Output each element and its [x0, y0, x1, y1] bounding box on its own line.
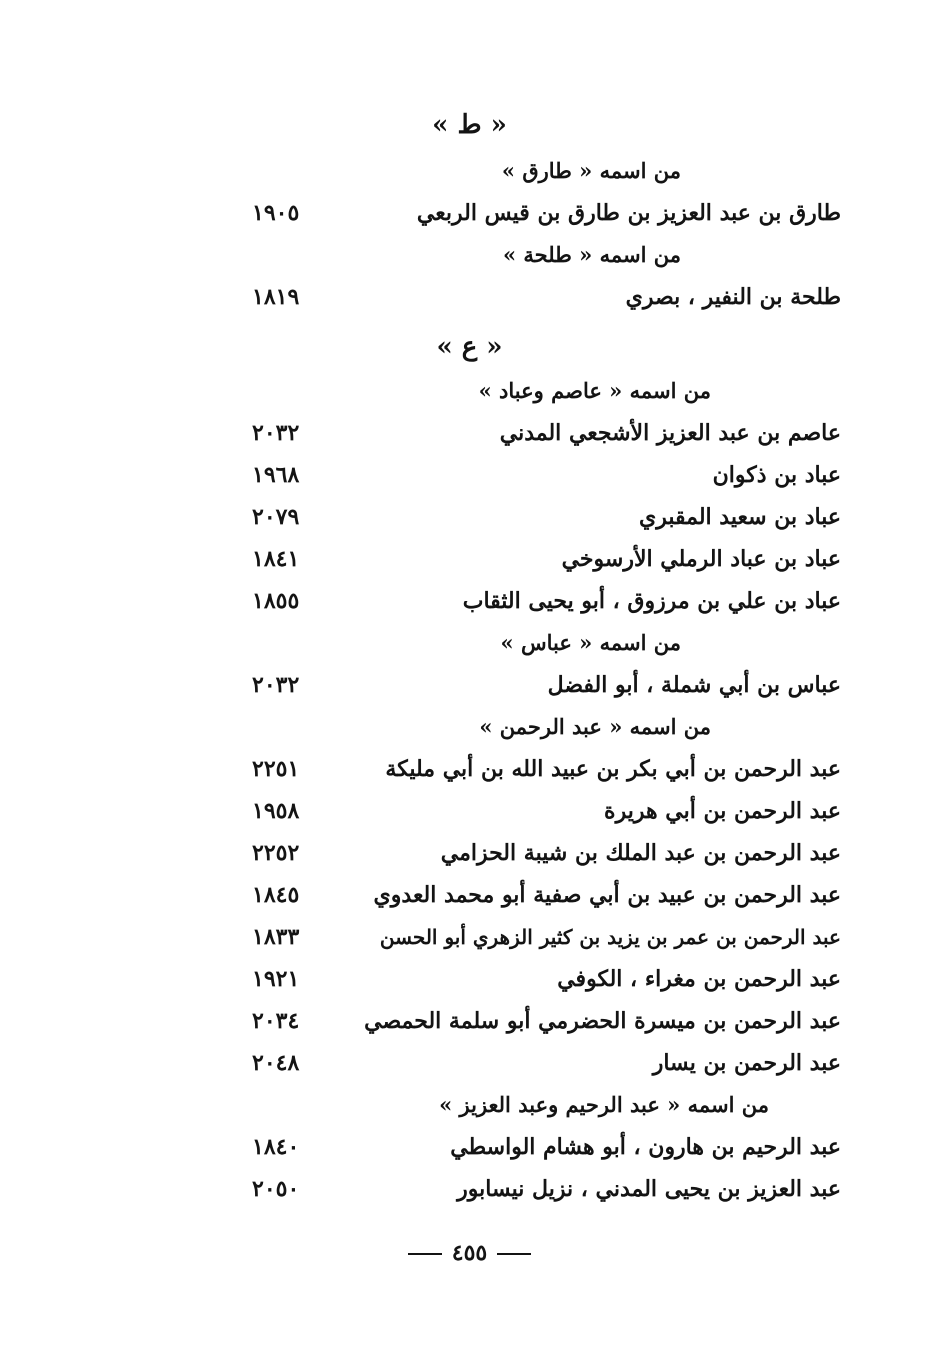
entry-name: عباد بن سعيد المقبري: [638, 504, 841, 530]
list-item: [0, 748, 939, 790]
entry-number: ١٨٤٠: [252, 1134, 300, 1160]
entry-number: ٢٠٣٤: [252, 1008, 300, 1034]
entry-name: طلحة بن النفير ، بصري: [625, 284, 841, 310]
list-item: [0, 580, 939, 622]
list-item: [0, 276, 939, 318]
entry-number: ١٩٠٥: [252, 200, 300, 226]
list-item: [0, 874, 939, 916]
entry-number: ١٩٢١: [252, 966, 300, 992]
entry-number: ١٨٤٥: [252, 882, 300, 908]
list-item: [0, 496, 939, 538]
list-item: [0, 916, 939, 958]
entry-name: عبد الرحيم بن هارون ، أبو هشام الواسطي: [450, 1134, 841, 1160]
entry-number: ١٨٣٣: [252, 924, 300, 950]
page-number-text: ٤٥٥: [451, 1240, 488, 1266]
page-number: [0, 1240, 939, 1266]
entry-name: عبد الرحمن بن يسار: [652, 1050, 841, 1076]
entry-name: طارق بن عبد العزيز بن طارق بن قيس الربعي: [416, 200, 841, 226]
entry-number: ١٨٥٥: [252, 588, 300, 614]
entry-name: عباس بن أبي شملة ، أبو الفضل: [547, 672, 841, 698]
dash-left: [408, 1253, 442, 1255]
group-heading-tariq: من اسمه « طارق »: [501, 158, 681, 183]
group-heading-abd-al-rahman: من اسمه « عبد الرحمن »: [479, 714, 711, 739]
list-item: [0, 1168, 939, 1210]
entry-number: ٢٠٥٠: [252, 1176, 300, 1202]
entry-number: ١٨٤١: [252, 546, 300, 572]
entry-number: ٢٢٥٢: [252, 840, 300, 866]
entry-number: ٢٠٣٢: [252, 420, 300, 446]
entry-number: ٢٢٥١: [252, 756, 300, 782]
entry-name: عبد الرحمن بن أبي هريرة: [604, 798, 841, 824]
entry-name: عبد الرحمن بن عبد الملك بن شيبة الحزامي: [440, 840, 841, 866]
entry-name: عباد بن ذكوان: [712, 462, 841, 488]
entry-name: عباد بن عباد الرملي الأرسوخي: [561, 546, 841, 572]
entry-name: عبد العزيز بن يحيى المدني ، نزيل نيسابور: [457, 1176, 841, 1202]
entry-name: عباد بن علي بن مرزوق ، أبو يحيى الثقاب: [462, 588, 841, 614]
entry-number: ٢٠٣٢: [252, 672, 300, 698]
entry-name: عاصم بن عبد العزيز الأشجعي المدني: [499, 420, 841, 446]
group-heading-abbas: من اسمه « عباس »: [500, 630, 681, 655]
list-item: [0, 538, 939, 580]
group-heading-abd-al-rahim-abd-al-aziz: من اسمه « عبد الرحيم وعبد العزيز »: [439, 1092, 769, 1117]
entry-number: ١٩٦٨: [252, 462, 300, 488]
dash-right: [497, 1253, 531, 1255]
list-item: [0, 412, 939, 454]
list-item: [0, 1126, 939, 1168]
group-heading-talha: من اسمه « طلحة »: [502, 242, 681, 267]
list-item: [0, 192, 939, 234]
list-item: [0, 1042, 939, 1084]
entry-name: عبد الرحمن بن عبيد بن أبي صفية أبو محمد العدوي: [373, 882, 841, 908]
letter-heading-ain: « ع »: [436, 332, 503, 362]
entry-number: ٢٠٤٨: [252, 1050, 300, 1076]
list-item: [0, 1000, 939, 1042]
entry-number: ١٨١٩: [252, 284, 300, 310]
list-item: [0, 790, 939, 832]
entry-number: ١٩٥٨: [252, 798, 300, 824]
entry-name: عبد الرحمن بن مغراء ، الكوفي: [557, 966, 841, 992]
list-item: [0, 832, 939, 874]
list-item: [0, 958, 939, 1000]
list-item: [0, 454, 939, 496]
letter-heading-ta: « ط »: [432, 110, 507, 140]
entry-number: ٢٠٧٩: [252, 504, 300, 530]
entry-name: عبد الرحمن بن أبي بكر بن عبيد الله بن أبي مليكة: [385, 756, 841, 782]
list-item: [0, 664, 939, 706]
entry-name: عبد الرحمن بن عمر بن يزيد بن كثير الزهري أبو الحسن: [379, 925, 841, 949]
entry-name: عبد الرحمن بن ميسرة الحضرمي أبو سلمة الحمصي: [364, 1008, 841, 1034]
group-heading-asim-abbad: من اسمه « عاصم وعباد »: [478, 378, 711, 403]
